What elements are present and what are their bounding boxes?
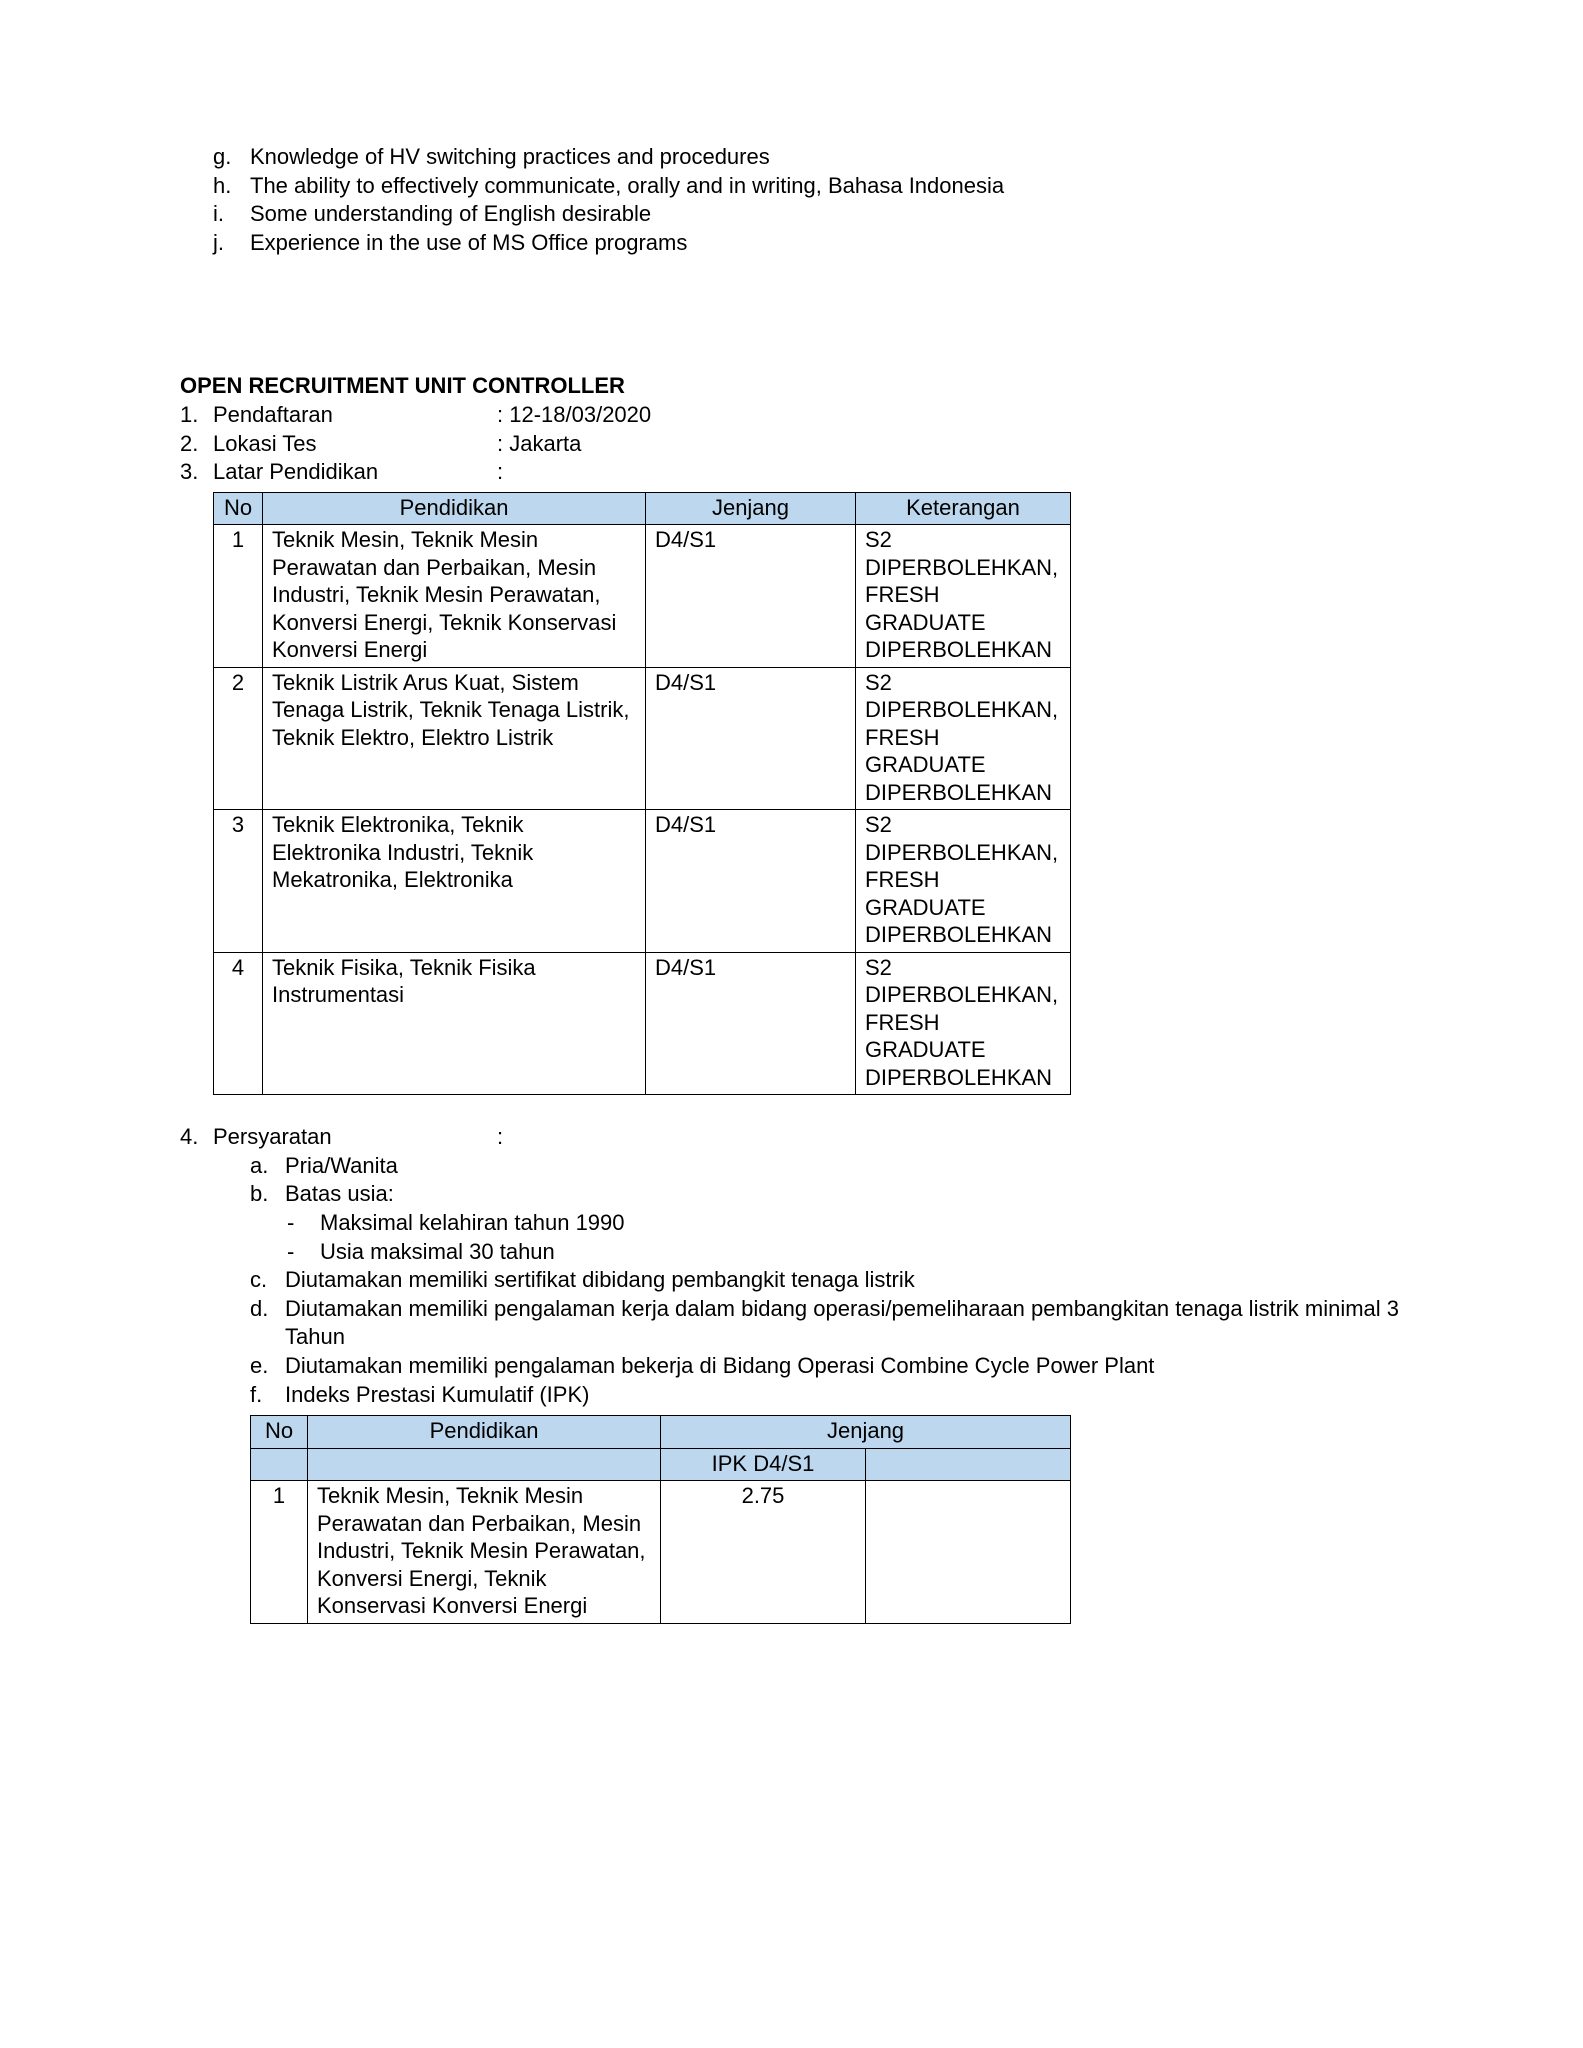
col-header-keterangan: Keterangan — [856, 492, 1071, 525]
list-text: Usia maksimal 30 tahun — [320, 1238, 555, 1264]
table-row — [214, 525, 1071, 668]
item-label: Persyaratan — [213, 1124, 332, 1150]
batas-usia-list — [287, 1209, 1403, 1266]
col-header-jenjang: Jenjang — [646, 492, 856, 525]
list-text: Batas usia: — [285, 1181, 394, 1207]
cell-keterangan — [866, 1481, 1071, 1624]
cell-keterangan: S2 DIPERBOLEHKAN, FRESH GRADUATE DIPERBOLEHKAN — [856, 525, 1071, 668]
cell-no: 4 — [214, 952, 263, 1095]
cell-jenjang: D4/S1 — [646, 667, 856, 810]
cell-no: 1 — [251, 1481, 308, 1624]
cell-keterangan: S2 DIPERBOLEHKAN, FRESH GRADUATE DIPERBOLEHKAN — [856, 810, 1071, 953]
cell-no: 2 — [214, 667, 263, 810]
cell-pendidikan: Teknik Fisika, Teknik Fisika Instrumentasi — [263, 952, 646, 1095]
list-item — [250, 1180, 1403, 1209]
cell-ipk: 2.75 — [661, 1481, 866, 1624]
list-item — [250, 1266, 1403, 1295]
cell-pendidikan: Teknik Elektronika, Teknik Elektronika Industri, Teknik Mekatronika, Elektronika — [263, 810, 646, 953]
list-marker: d. — [250, 1295, 269, 1321]
list-item — [213, 229, 1403, 258]
info-item — [180, 430, 1403, 459]
qualification-list — [213, 143, 1403, 257]
ipk-table — [250, 1415, 1071, 1624]
list-item — [213, 200, 1403, 229]
cell-jenjang: D4/S1 — [646, 810, 856, 953]
subheader-empty — [866, 1448, 1071, 1481]
list-marker: j. — [213, 229, 224, 255]
item-marker: 1. — [180, 401, 199, 427]
list-text: Knowledge of HV switching practices and procedures — [250, 144, 770, 169]
table-row — [214, 810, 1071, 953]
list-marker: c. — [250, 1267, 268, 1293]
ipk-table-header-row — [251, 1416, 1071, 1449]
list-item — [250, 1352, 1403, 1381]
cell-pendidikan: Teknik Mesin, Teknik Mesin Perawatan dan Perbaikan, Mesin Industri, Teknik Mesin Perawatan, Konversi Energi, Teknik Konservasi Konversi Energi — [308, 1481, 661, 1624]
list-item — [250, 1381, 1403, 1410]
info-item — [180, 458, 1403, 487]
item-marker: 2. — [180, 430, 199, 456]
list-marker: f. — [250, 1381, 263, 1407]
item-value: : — [497, 459, 504, 485]
education-table — [213, 492, 1071, 1096]
item-value: : — [497, 1124, 504, 1150]
col-header-pendidikan: Pendidikan — [263, 492, 646, 525]
list-item — [287, 1209, 1403, 1238]
persyaratan-list — [250, 1152, 1403, 1409]
list-item — [287, 1238, 1403, 1267]
cell-no: 3 — [214, 810, 263, 953]
list-item — [250, 1152, 1403, 1181]
list-marker: a. — [250, 1152, 269, 1178]
persyaratan-heading — [180, 1123, 1403, 1152]
list-text: Experience in the use of MS Office programs — [250, 229, 688, 255]
list-text: Diutamakan memiliki pengalaman bekerja di Bidang Operasi Combine Cycle Power Plant — [285, 1353, 1155, 1378]
list-text: Some understanding of English desirable — [250, 201, 652, 227]
item-label: Pendaftaran — [213, 401, 333, 427]
subheader-empty — [308, 1448, 661, 1481]
list-text: The ability to effectively communicate, orally and in writing, Bahasa Indonesia — [250, 172, 1005, 198]
recruitment-info-list — [180, 401, 1403, 487]
col-header-no: No — [251, 1416, 308, 1449]
item-value: : 12-18/03/2020 — [497, 401, 652, 427]
info-item — [180, 401, 1403, 430]
subheader-ipk: IPK D4/S1 — [661, 1448, 866, 1481]
list-marker: e. — [250, 1353, 269, 1378]
cell-pendidikan: Teknik Mesin, Teknik Mesin Perawatan dan Perbaikan, Mesin Industri, Teknik Mesin Perawatan, Konversi Energi, Teknik Konservasi Konversi Energi — [263, 525, 646, 668]
list-item — [213, 143, 1403, 172]
list-marker: i. — [213, 201, 224, 227]
list-marker: h. — [213, 172, 232, 198]
col-header-pendidikan: Pendidikan — [308, 1416, 661, 1449]
col-header-jenjang: Jenjang — [661, 1416, 1071, 1449]
list-text: Maksimal kelahiran tahun 1990 — [320, 1210, 625, 1236]
item-marker: 4. — [180, 1124, 199, 1150]
table-row — [214, 952, 1071, 1095]
list-marker: - — [287, 1210, 295, 1236]
table-row — [251, 1481, 1071, 1624]
table-row — [214, 667, 1071, 810]
subheader-empty — [251, 1448, 308, 1481]
cell-no: 1 — [214, 525, 263, 668]
list-marker: g. — [213, 144, 232, 169]
list-item — [213, 172, 1403, 201]
education-table-header-row — [214, 492, 1071, 525]
item-value: : Jakarta — [497, 430, 582, 456]
ipk-table-subheader-row — [251, 1448, 1071, 1481]
list-item — [250, 1295, 1403, 1352]
cell-keterangan: S2 DIPERBOLEHKAN, FRESH GRADUATE DIPERBOLEHKAN — [856, 667, 1071, 810]
list-text: Diutamakan memiliki sertifikat dibidang pembangkit tenaga listrik — [285, 1267, 915, 1293]
cell-jenjang: D4/S1 — [646, 952, 856, 1095]
list-text: Pria/Wanita — [285, 1152, 398, 1178]
section-heading: OPEN RECRUITMENT UNIT CONTROLLER — [180, 373, 625, 399]
cell-keterangan: S2 DIPERBOLEHKAN, FRESH GRADUATE DIPERBOLEHKAN — [856, 952, 1071, 1095]
item-label: Lokasi Tes — [213, 430, 317, 456]
list-text: Indeks Prestasi Kumulatif (IPK) — [285, 1381, 590, 1407]
list-marker: - — [287, 1238, 295, 1264]
col-header-no: No — [214, 492, 263, 525]
item-marker: 3. — [180, 459, 199, 485]
cell-pendidikan: Teknik Listrik Arus Kuat, Sistem Tenaga Listrik, Teknik Tenaga Listrik, Teknik Elektro, Elektro Listrik — [263, 667, 646, 810]
item-label: Latar Pendidikan — [213, 459, 379, 485]
list-marker: b. — [250, 1181, 269, 1207]
list-text: Diutamakan memiliki pengalaman kerja dalam bidang operasi/pemeliharaan pembangkitan tenaga listrik minimal 3 Tahun — [285, 1295, 1400, 1350]
cell-jenjang: D4/S1 — [646, 525, 856, 668]
